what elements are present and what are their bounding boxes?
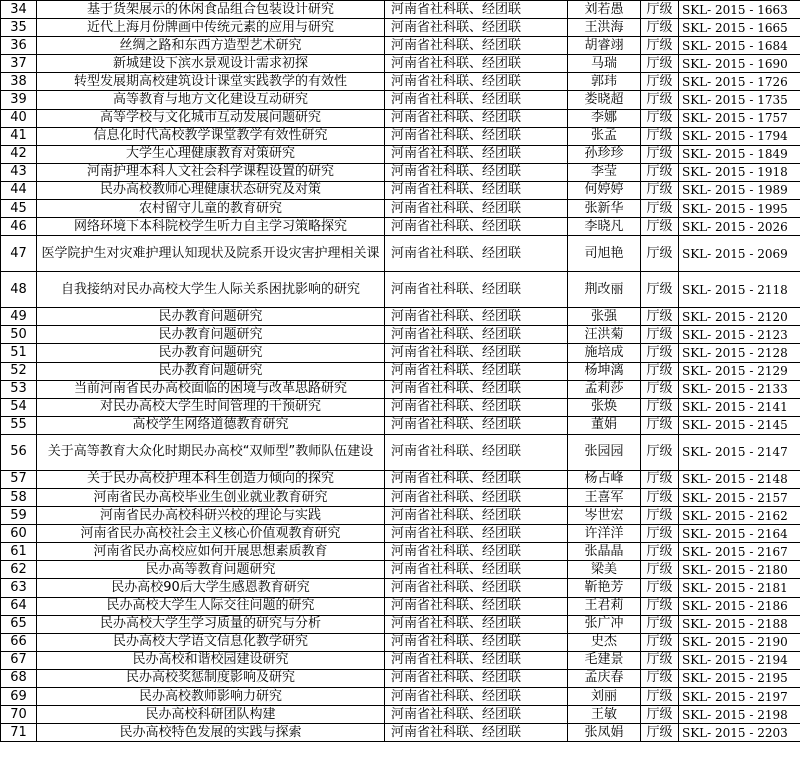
project-title: 民办高校科研团队构建 (37, 706, 385, 724)
project-level: 厅级 (641, 507, 679, 525)
project-title: 民办高校特色发展的实践与探索 (37, 724, 385, 742)
table-row (1, 308, 800, 326)
project-leader: 郭玮 (568, 73, 641, 91)
project-leader: 李莹 (568, 163, 641, 181)
project-code: SKL- 2015 - 2167 (679, 543, 800, 561)
project-title: 河南省民办高校毕业生创业就业教育研究 (37, 488, 385, 506)
funding-unit: 河南省社科联、经团联 (385, 543, 568, 561)
table-row (1, 651, 800, 669)
project-level: 厅级 (641, 416, 679, 434)
project-title: 民办高校奖惩制度影响及研究 (37, 669, 385, 687)
project-leader: 李晓凡 (568, 218, 641, 236)
project-title: 民办高等教育问题研究 (37, 561, 385, 579)
project-code: SKL- 2015 - 2026 (679, 218, 800, 236)
table-row (1, 724, 800, 742)
row-number: 61 (1, 543, 37, 561)
row-number: 39 (1, 91, 37, 109)
funding-unit: 河南省社科联、经团联 (385, 362, 568, 380)
project-level: 厅级 (641, 633, 679, 651)
project-level: 厅级 (641, 362, 679, 380)
row-number: 56 (1, 434, 37, 470)
project-code: SKL- 2015 - 2120 (679, 308, 800, 326)
project-code: SKL- 2015 - 2118 (679, 272, 800, 308)
funding-unit: 河南省社科联、经团联 (385, 236, 568, 272)
project-leader: 张凤娟 (568, 724, 641, 742)
project-level: 厅级 (641, 651, 679, 669)
table-row (1, 597, 800, 615)
project-level: 厅级 (641, 326, 679, 344)
table-row (1, 669, 800, 687)
table-row (1, 200, 800, 218)
funding-unit: 河南省社科联、经团联 (385, 724, 568, 742)
project-leader: 靳艳芳 (568, 579, 641, 597)
project-title: 基于货架展示的休闲食品组合包装设计研究 (37, 1, 385, 19)
project-level: 厅级 (641, 615, 679, 633)
project-title: 民办高校教师影响力研究 (37, 688, 385, 706)
project-level: 厅级 (641, 1, 679, 19)
funding-unit: 河南省社科联、经团联 (385, 326, 568, 344)
project-code: SKL- 2015 - 2147 (679, 434, 800, 470)
project-level: 厅级 (641, 163, 679, 181)
table-row (1, 488, 800, 506)
table-row (1, 218, 800, 236)
table-row (1, 507, 800, 525)
project-leader: 张强 (568, 308, 641, 326)
table-row (1, 688, 800, 706)
table-row (1, 19, 800, 37)
row-number: 66 (1, 633, 37, 651)
funding-unit: 河南省社科联、经团联 (385, 272, 568, 308)
table-row (1, 525, 800, 543)
row-number: 54 (1, 398, 37, 416)
project-title: 关于民办高校护理本科生创造力倾向的探究 (37, 470, 385, 488)
table-row (1, 380, 800, 398)
table-row (1, 344, 800, 362)
funding-unit: 河南省社科联、经团联 (385, 55, 568, 73)
funding-unit: 河南省社科联、经团联 (385, 669, 568, 687)
project-level: 厅级 (641, 561, 679, 579)
project-table-body (1, 1, 800, 742)
project-leader: 胡睿翊 (568, 37, 641, 55)
project-leader: 张园园 (568, 434, 641, 470)
row-number: 60 (1, 525, 37, 543)
project-level: 厅级 (641, 37, 679, 55)
funding-unit: 河南省社科联、经团联 (385, 525, 568, 543)
row-number: 49 (1, 308, 37, 326)
row-number: 55 (1, 416, 37, 434)
row-number: 35 (1, 19, 37, 37)
project-level: 厅级 (641, 488, 679, 506)
project-level: 厅级 (641, 525, 679, 543)
table-row (1, 181, 800, 199)
funding-unit: 河南省社科联、经团联 (385, 109, 568, 127)
row-number: 44 (1, 181, 37, 199)
table-row (1, 272, 800, 308)
project-leader: 李娜 (568, 109, 641, 127)
funding-unit: 河南省社科联、经团联 (385, 488, 568, 506)
row-number: 43 (1, 163, 37, 181)
project-title: 民办教育问题研究 (37, 308, 385, 326)
project-title: 当前河南省民办高校面临的困境与改革思路研究 (37, 380, 385, 398)
project-leader: 娄晓超 (568, 91, 641, 109)
row-number: 47 (1, 236, 37, 272)
project-code: SKL- 2015 - 2198 (679, 706, 800, 724)
funding-unit: 河南省社科联、经团联 (385, 163, 568, 181)
funding-unit: 河南省社科联、经团联 (385, 19, 568, 37)
table-row (1, 109, 800, 127)
project-level: 厅级 (641, 669, 679, 687)
project-code: SKL- 2015 - 2129 (679, 362, 800, 380)
project-title: 关于高等教育大众化时期民办高校“双师型”教师队伍建设 (37, 434, 385, 470)
project-leader: 孙珍珍 (568, 145, 641, 163)
row-number: 69 (1, 688, 37, 706)
project-level: 厅级 (641, 91, 679, 109)
row-number: 41 (1, 127, 37, 145)
project-code: SKL- 2015 - 2162 (679, 507, 800, 525)
project-code: SKL- 2015 - 2195 (679, 669, 800, 687)
project-level: 厅级 (641, 73, 679, 91)
table-row (1, 55, 800, 73)
project-level: 厅级 (641, 308, 679, 326)
project-leader: 马瑞 (568, 55, 641, 73)
project-level: 厅级 (641, 543, 679, 561)
project-title: 民办高校90后大学生感恩教育研究 (37, 579, 385, 597)
funding-unit: 河南省社科联、经团联 (385, 1, 568, 19)
project-code: SKL- 2015 - 1665 (679, 19, 800, 37)
table-row (1, 416, 800, 434)
funding-unit: 河南省社科联、经团联 (385, 181, 568, 199)
funding-unit: 河南省社科联、经团联 (385, 37, 568, 55)
project-leader: 刘丽 (568, 688, 641, 706)
project-title: 民办高校教师心理健康状态研究及对策 (37, 181, 385, 199)
project-code: SKL- 2015 - 2069 (679, 236, 800, 272)
funding-unit: 河南省社科联、经团联 (385, 470, 568, 488)
project-title: 河南护理本科人文社会科学课程设置的研究 (37, 163, 385, 181)
row-number: 51 (1, 344, 37, 362)
project-title: 民办高校大学生人际交往问题的研究 (37, 597, 385, 615)
project-leader: 毛建景 (568, 651, 641, 669)
project-title: 医学院护生对灾难护理认知现状及院系开设灾害护理相关课 (37, 236, 385, 272)
project-leader: 孟莉莎 (568, 380, 641, 398)
project-title: 高等教育与地方文化建设互动研究 (37, 91, 385, 109)
project-title: 信息化时代高校教学课堂教学有效性研究 (37, 127, 385, 145)
row-number: 59 (1, 507, 37, 525)
funding-unit: 河南省社科联、经团联 (385, 398, 568, 416)
project-code: SKL- 2015 - 2164 (679, 525, 800, 543)
funding-unit: 河南省社科联、经团联 (385, 218, 568, 236)
project-title: 河南省民办高校应如何开展思想素质教育 (37, 543, 385, 561)
project-code: SKL- 2015 - 1726 (679, 73, 800, 91)
project-leader: 王敏 (568, 706, 641, 724)
project-code: SKL- 2015 - 2190 (679, 633, 800, 651)
project-leader: 张晶晶 (568, 543, 641, 561)
row-number: 50 (1, 326, 37, 344)
table-row (1, 326, 800, 344)
project-code: SKL- 2015 - 2141 (679, 398, 800, 416)
project-code: SKL- 2015 - 1684 (679, 37, 800, 55)
funding-unit: 河南省社科联、经团联 (385, 200, 568, 218)
project-code: SKL- 2015 - 1995 (679, 200, 800, 218)
row-number: 62 (1, 561, 37, 579)
project-code: SKL- 2015 - 1663 (679, 1, 800, 19)
funding-unit: 河南省社科联、经团联 (385, 633, 568, 651)
project-leader: 王洪海 (568, 19, 641, 37)
table-row (1, 398, 800, 416)
project-leader: 张广冲 (568, 615, 641, 633)
table-row (1, 633, 800, 651)
table-row (1, 91, 800, 109)
project-leader: 孟庆春 (568, 669, 641, 687)
project-level: 厅级 (641, 200, 679, 218)
project-title: 民办教育问题研究 (37, 326, 385, 344)
project-level: 厅级 (641, 688, 679, 706)
row-number: 64 (1, 597, 37, 615)
project-leader: 史杰 (568, 633, 641, 651)
funding-unit: 河南省社科联、经团联 (385, 344, 568, 362)
row-number: 37 (1, 55, 37, 73)
project-code: SKL- 2015 - 1918 (679, 163, 800, 181)
project-level: 厅级 (641, 579, 679, 597)
project-level: 厅级 (641, 145, 679, 163)
project-leader: 杨坤漓 (568, 362, 641, 380)
project-code: SKL- 2015 - 2188 (679, 615, 800, 633)
project-level: 厅级 (641, 597, 679, 615)
row-number: 63 (1, 579, 37, 597)
project-title: 农村留守儿童的教育研究 (37, 200, 385, 218)
project-level: 厅级 (641, 470, 679, 488)
project-title: 民办教育问题研究 (37, 362, 385, 380)
project-level: 厅级 (641, 706, 679, 724)
funding-unit: 河南省社科联、经团联 (385, 507, 568, 525)
project-leader: 施培成 (568, 344, 641, 362)
table-row (1, 615, 800, 633)
project-code: SKL- 2015 - 2148 (679, 470, 800, 488)
project-leader: 王喜军 (568, 488, 641, 506)
project-title: 对民办高校大学生时间管理的干预研究 (37, 398, 385, 416)
funding-unit: 河南省社科联、经团联 (385, 579, 568, 597)
table-row (1, 37, 800, 55)
funding-unit: 河南省社科联、经团联 (385, 127, 568, 145)
row-number: 45 (1, 200, 37, 218)
project-code: SKL- 2015 - 1690 (679, 55, 800, 73)
row-number: 65 (1, 615, 37, 633)
project-level: 厅级 (641, 218, 679, 236)
project-code: SKL- 2015 - 2181 (679, 579, 800, 597)
project-leader: 王君莉 (568, 597, 641, 615)
table-row (1, 163, 800, 181)
project-title: 近代上海月份牌画中传统元素的应用与研究 (37, 19, 385, 37)
funding-unit: 河南省社科联、经团联 (385, 597, 568, 615)
row-number: 40 (1, 109, 37, 127)
project-leader: 岑世宏 (568, 507, 641, 525)
project-title: 网络环境下本科院校学生听力自主学习策略探究 (37, 218, 385, 236)
project-code: SKL- 2015 - 1794 (679, 127, 800, 145)
project-leader: 许洋洋 (568, 525, 641, 543)
row-number: 67 (1, 651, 37, 669)
project-leader: 杨占峰 (568, 470, 641, 488)
project-code: SKL- 2015 - 2128 (679, 344, 800, 362)
row-number: 52 (1, 362, 37, 380)
project-leader: 刘若愚 (568, 1, 641, 19)
project-leader: 梁美 (568, 561, 641, 579)
project-title: 民办高校和谐校园建设研究 (37, 651, 385, 669)
project-code: SKL- 2015 - 2197 (679, 688, 800, 706)
project-leader: 何婷婷 (568, 181, 641, 199)
funding-unit: 河南省社科联、经团联 (385, 561, 568, 579)
project-code: SKL- 2015 - 2133 (679, 380, 800, 398)
project-code: SKL- 2015 - 1849 (679, 145, 800, 163)
project-code: SKL- 2015 - 1989 (679, 181, 800, 199)
project-title: 河南省民办高校社会主义核心价值观教育研究 (37, 525, 385, 543)
project-level: 厅级 (641, 344, 679, 362)
row-number: 34 (1, 1, 37, 19)
project-code: SKL- 2015 - 2180 (679, 561, 800, 579)
funding-unit: 河南省社科联、经团联 (385, 91, 568, 109)
project-title: 自我接纳对民办高校大学生人际关系困扰影响的研究 (37, 272, 385, 308)
row-number: 42 (1, 145, 37, 163)
project-level: 厅级 (641, 109, 679, 127)
row-number: 71 (1, 724, 37, 742)
funding-unit: 河南省社科联、经团联 (385, 688, 568, 706)
project-leader: 汪洪菊 (568, 326, 641, 344)
project-code: SKL- 2015 - 2157 (679, 488, 800, 506)
project-title: 河南省民办高校科研兴校的理论与实践 (37, 507, 385, 525)
project-title: 民办教育问题研究 (37, 344, 385, 362)
project-title: 新城建设下滨水景观设计需求初探 (37, 55, 385, 73)
row-number: 46 (1, 218, 37, 236)
project-leader: 荆改丽 (568, 272, 641, 308)
project-level: 厅级 (641, 19, 679, 37)
project-leader: 张新华 (568, 200, 641, 218)
project-title: 高校学生网络道德教育研究 (37, 416, 385, 434)
project-code: SKL- 2015 - 2194 (679, 651, 800, 669)
table-row (1, 127, 800, 145)
project-title: 转型发展期高校建筑设计课堂实践教学的有效性 (37, 73, 385, 91)
table-row (1, 145, 800, 163)
table-row (1, 543, 800, 561)
table-row (1, 73, 800, 91)
project-level: 厅级 (641, 127, 679, 145)
row-number: 38 (1, 73, 37, 91)
funding-unit: 河南省社科联、经团联 (385, 73, 568, 91)
row-number: 70 (1, 706, 37, 724)
table-row (1, 1, 800, 19)
row-number: 58 (1, 488, 37, 506)
funding-unit: 河南省社科联、经团联 (385, 416, 568, 434)
funding-unit: 河南省社科联、经团联 (385, 651, 568, 669)
funding-unit: 河南省社科联、经团联 (385, 308, 568, 326)
project-code: SKL- 2015 - 1757 (679, 109, 800, 127)
project-title: 民办高校大学语文信息化教学研究 (37, 633, 385, 651)
project-code: SKL- 2015 - 2123 (679, 326, 800, 344)
table-row (1, 470, 800, 488)
funding-unit: 河南省社科联、经团联 (385, 615, 568, 633)
project-leader: 张焕 (568, 398, 641, 416)
row-number: 68 (1, 669, 37, 687)
project-code: SKL- 2015 - 2145 (679, 416, 800, 434)
row-number: 48 (1, 272, 37, 308)
project-code: SKL- 2015 - 1735 (679, 91, 800, 109)
project-level: 厅级 (641, 724, 679, 742)
project-title: 丝绸之路和东西方造型艺术研究 (37, 37, 385, 55)
project-leader: 董娟 (568, 416, 641, 434)
project-level: 厅级 (641, 434, 679, 470)
project-title: 高等学校与文化城市互动发展问题研究 (37, 109, 385, 127)
project-leader: 张孟 (568, 127, 641, 145)
project-title: 大学生心理健康教育对策研究 (37, 145, 385, 163)
project-level: 厅级 (641, 272, 679, 308)
table-row (1, 362, 800, 380)
project-level: 厅级 (641, 398, 679, 416)
project-level: 厅级 (641, 380, 679, 398)
table-row (1, 561, 800, 579)
funding-unit: 河南省社科联、经团联 (385, 145, 568, 163)
funding-unit: 河南省社科联、经团联 (385, 706, 568, 724)
project-leader: 司旭艳 (568, 236, 641, 272)
table-row (1, 706, 800, 724)
table-row (1, 434, 800, 470)
project-code: SKL- 2015 - 2203 (679, 724, 800, 742)
project-level: 厅级 (641, 55, 679, 73)
project-title: 民办高校大学生学习质量的研究与分析 (37, 615, 385, 633)
project-level: 厅级 (641, 236, 679, 272)
row-number: 36 (1, 37, 37, 55)
funding-unit: 河南省社科联、经团联 (385, 380, 568, 398)
table-row (1, 579, 800, 597)
table-row (1, 236, 800, 272)
funding-unit: 河南省社科联、经团联 (385, 434, 568, 470)
project-level: 厅级 (641, 181, 679, 199)
row-number: 57 (1, 470, 37, 488)
project-code: SKL- 2015 - 2186 (679, 597, 800, 615)
row-number: 53 (1, 380, 37, 398)
